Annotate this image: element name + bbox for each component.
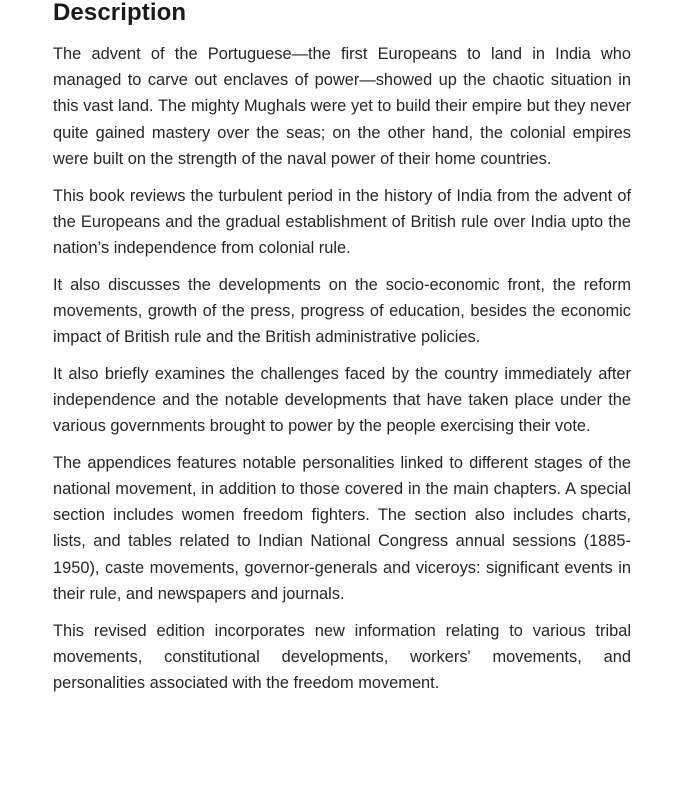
section-heading: Description (53, 0, 187, 26)
paragraph-portuguese-advent: The advent of the Portuguese—the first Europeans to land in India who managed to carve out enclaves of power—showed up the chaotic situation in this vast land. The mighty Mughals were yet to build their empire but they never quite gained mastery over the seas; on the other hand, the colonial empires were built on the strength of the naval power of their home countries. (53, 45, 631, 168)
paragraph-appendices: The appendices features notable personalities linked to different stages of the national movement, in addition to those covered in the main chapters. A special section includes women freedom fighters. The section also includes charts, lists, and tables related to Indian National Congress annual sessions (1885-1950), caste movements, governor-generals and viceroys: significant events in their rule, and newspapers and journals. (53, 453, 631, 603)
paragraph-revised-edition: This revised edition incorporates new information relating to various tribal movements, constitutional developments, workers' movements, and personalities associated with the freedom movement. (53, 621, 631, 692)
paragraph-post-independence: It also briefly examines the challenges faced by the country immediately after independence and the notable developments that have taken place under the various governments brought to power by the people exercising their vote. (53, 364, 631, 436)
paragraph-socio-economic: It also discusses the developments on the socio-economic front, the reform movements, growth of the press, progress of education, besides the economic impact of British rule and the British administrative policies. (53, 275, 631, 347)
paragraph-book-review: This book reviews the turbulent period in the history of India from the advent of the Europeans and the gradual establishment of British rule over India upto the nation’s independence from colonial rule. (53, 186, 631, 257)
